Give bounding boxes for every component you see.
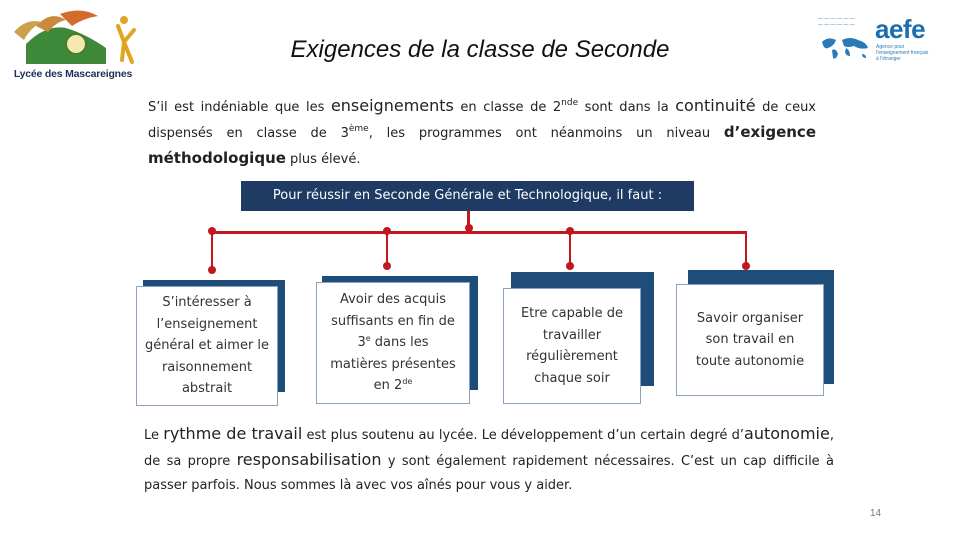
aefe-tagline-line: à l'étranger [876, 56, 901, 62]
outro-keyword: rythme de travail [163, 424, 303, 443]
outro-keyword: autonomie [744, 424, 830, 443]
intro-paragraph [148, 94, 816, 172]
intro-text: de ceux dispensés en classe de 3 [148, 100, 816, 141]
connector-branch [386, 231, 388, 266]
connector-node [742, 262, 750, 270]
requirements-banner: Pour réussir en Seconde Générale et Technologique, il faut : [241, 181, 694, 211]
connector-branch [569, 231, 571, 266]
connector-node [208, 266, 216, 274]
intro-text: en classe de 2 [453, 100, 562, 115]
world-map-icon [818, 32, 872, 62]
intro-keyword: continuité [675, 96, 756, 115]
aefe-logo [818, 12, 948, 68]
intro-text: sont dans la [578, 100, 676, 115]
outro-text: y sont également rapidement nécessaires. C’est un cap difficile à passer parfois. Nous sommes là avec vos aînés pour vous y aider. [144, 454, 834, 493]
connector-node [566, 262, 574, 270]
outro-text: est plus soutenu au lycée. Le développement d’un certain degré d’ [302, 428, 745, 443]
requirement-card-interest [136, 286, 278, 406]
requirement-card-knowledge [316, 282, 470, 404]
aefe-tagline-line: Agence pour [876, 44, 905, 50]
requirement-card-text: S’intéresser à l’enseignement général et aimer le raisonnement abstrait [144, 295, 270, 397]
card-text-part: dans les matières présentes en 2 [330, 335, 456, 394]
intro-text: plus élevé. [285, 152, 361, 167]
slide-title: Exigences de la classe de Seconde [290, 36, 670, 63]
card-superscript: e [365, 334, 371, 344]
connector-branch [745, 231, 747, 266]
aefe-wordmark: aefe [875, 14, 926, 44]
intro-keyword: d’exigence méthodologique [148, 123, 816, 167]
intro-superscript: ème [348, 124, 369, 134]
school-logo-graphic [6, 4, 140, 68]
requirement-card-regular-work [503, 288, 641, 404]
school-logo-text: Lycée des Mascareignes [13, 68, 133, 80]
intro-keyword: enseignements [330, 96, 454, 115]
page-number: 14 [870, 508, 882, 519]
requirement-card-text [317, 289, 469, 397]
connector-branch [211, 231, 213, 271]
outro-text: Le [144, 428, 164, 443]
connector-node [383, 227, 391, 235]
intro-text: , les programmes ont néanmoins un niveau [368, 126, 724, 141]
requirement-card-text: Etre capable de travailler régulièrement chaque soir [520, 306, 624, 386]
card-text-part: Avoir des acquis suffisants en fin de 3 [331, 292, 455, 351]
aefe-small-label: — — — — — — — — — — — — [818, 16, 855, 28]
requirement-card-text: Savoir organiser son travail en toute autonomie [695, 310, 805, 369]
outro-paragraph [144, 422, 834, 498]
school-logo [6, 4, 140, 86]
requirement-card-autonomy [676, 284, 824, 396]
connector-node [383, 262, 391, 270]
outro-text: , de sa propre [144, 428, 834, 469]
outro-keyword: responsabilisation [236, 450, 382, 469]
connector-node [566, 227, 574, 235]
card-superscript: de [402, 377, 413, 387]
intro-superscript: nde [561, 98, 579, 108]
connector-bar [211, 231, 747, 234]
aefe-tagline [876, 44, 928, 62]
intro-text: S’il est indéniable que les [148, 100, 331, 115]
aefe-tagline-line: l'enseignement français [876, 50, 929, 56]
connector-node [208, 227, 216, 235]
